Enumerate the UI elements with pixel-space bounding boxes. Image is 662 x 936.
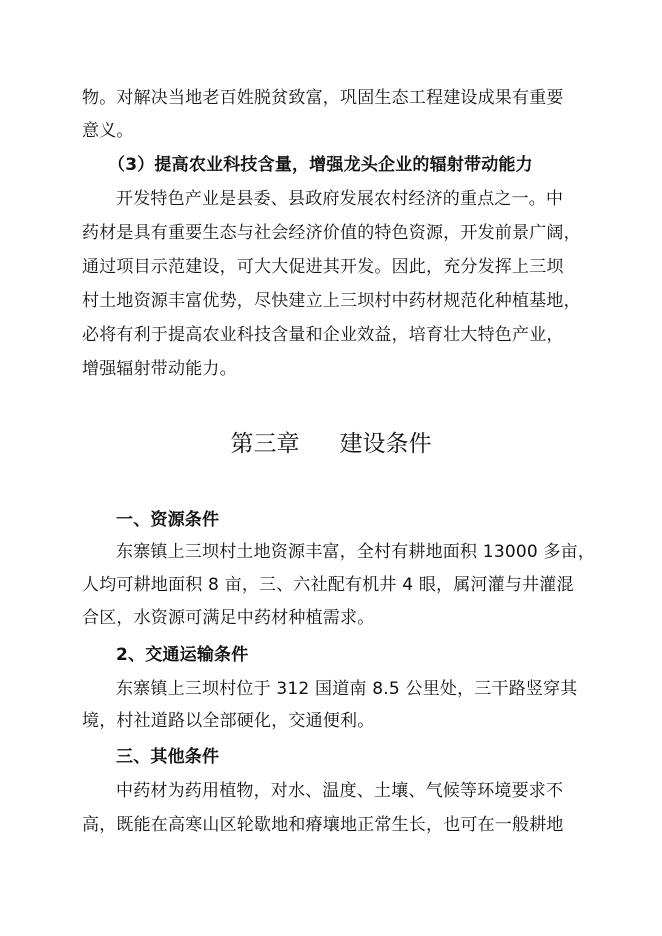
paragraph-line: 药材是具有重要生态与社会经济价值的特色资源，开发前景广阔，	[82, 223, 581, 243]
paragraph-line: 东寨镇上三坝村土地资源丰富，全村有耕地面积 13000 多亩，	[116, 542, 596, 562]
paragraph-line: 境，村社道路以全部硬化，交通便利。	[82, 711, 375, 731]
section-heading: （3）提高农业科技含量，增强龙头企业的辐射带动能力	[108, 155, 533, 175]
paragraph-line: 村土地资源丰富优势，尽快建立上三坝村中药材规范化种植基地，	[82, 291, 581, 311]
section-heading: 一、资源条件	[116, 510, 220, 530]
chapter-number: 第三章	[230, 431, 300, 457]
paragraph-line: 高，既能在高寒山区轮歇地和瘠壤地正常生长，也可在一般耕地	[82, 815, 564, 835]
section-heading: 2、交通运输条件	[116, 645, 249, 665]
paragraph-line: 中药材为药用植物，对水、温度、土壤、气候等环境要求不	[116, 781, 564, 801]
paragraph-line: 增强辐射带动能力。	[82, 359, 237, 379]
paragraph-line: 意义。	[82, 121, 134, 141]
chapter-title	[0, 428, 662, 460]
paragraph-line: 必将有利于提高农业科技含量和企业效益，培育壮大特色产业，	[82, 325, 564, 345]
section-heading: 三、其他条件	[116, 747, 220, 767]
paragraph-line: 物。对解决当地老百姓脱贫致富，巩固生态工程建设成果有重要	[82, 88, 564, 108]
paragraph-line: 通过项目示范建设，可大大促进其开发。因此，充分发挥上三坝	[82, 257, 564, 277]
paragraph-line: 开发特色产业是县委、县政府发展农村经济的重点之一。中	[116, 189, 564, 209]
paragraph-line: 合区，水资源可满足中药材种植需求。	[82, 608, 375, 628]
chapter-name: 建设条件	[339, 431, 432, 457]
paragraph-line: 人均可耕地面积 8 亩，三、六社配有机井 4 眼，属河灌与井灌混	[82, 575, 574, 595]
paragraph-line: 东寨镇上三坝村位于 312 国道南 8.5 公里处，三干路竖穿其	[116, 679, 578, 699]
